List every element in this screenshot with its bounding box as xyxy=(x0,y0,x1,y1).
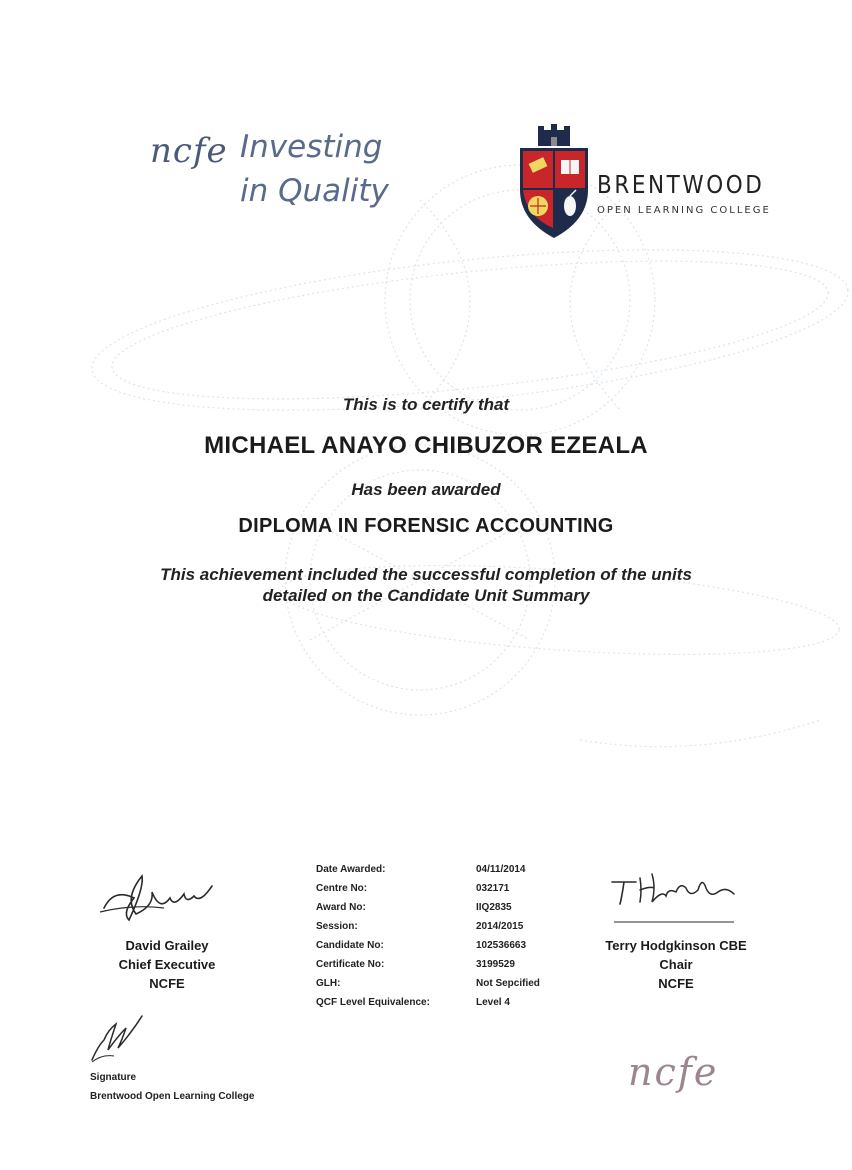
college-signature-block xyxy=(90,1068,254,1106)
awarded-statement: Has been awarded xyxy=(351,480,501,499)
signatory-left-title: Chief Executive xyxy=(118,957,216,972)
achievement-line-1: This achievement included the successful completion of the units xyxy=(160,565,692,584)
details-label: Date Awarded: xyxy=(316,864,386,875)
details-row xyxy=(316,918,576,937)
signatory-right-title: Chair xyxy=(659,957,693,972)
details-row xyxy=(316,956,576,975)
ncfe-logo-mark: ncfe xyxy=(150,131,228,171)
details-value: IIQ2835 xyxy=(476,902,512,913)
details-value: Not Sepcified xyxy=(476,978,540,989)
details-row xyxy=(316,861,576,880)
handwritten-signature-right xyxy=(606,868,746,926)
signatory-right-name: Terry Hodgkinson CBE xyxy=(605,938,747,953)
signatory-right-org: NCFE xyxy=(658,976,694,991)
recipient-name: MICHAEL ANAYO CHIBUZOR EZEALA xyxy=(204,432,648,459)
college-subtitle: OPEN LEARNING COLLEGE xyxy=(597,205,771,216)
details-label: Certificate No: xyxy=(316,959,385,970)
college-name: BRENTWOOD xyxy=(597,170,765,199)
details-value: 2014/2015 xyxy=(476,921,524,932)
college-signature-label: Signature xyxy=(90,1072,137,1083)
details-row xyxy=(316,937,576,956)
certificate-details xyxy=(316,861,576,1013)
details-value: Level 4 xyxy=(476,997,510,1008)
handwritten-signature-college xyxy=(88,1010,148,1066)
college-signature-org: Brentwood Open Learning College xyxy=(90,1091,255,1102)
signatory-right xyxy=(590,936,762,993)
ncfe-stamp-logo: ncfe xyxy=(628,1050,719,1094)
signatory-left-org: NCFE xyxy=(149,976,185,991)
details-label: Award No: xyxy=(316,902,366,913)
qualification-title: DIPLOMA IN FORENSIC ACCOUNTING xyxy=(238,515,614,537)
details-row xyxy=(316,899,576,918)
college-crest-icon xyxy=(516,124,592,240)
details-label: Centre No: xyxy=(316,883,368,894)
details-value: 032171 xyxy=(476,883,510,894)
details-row xyxy=(316,994,576,1013)
details-value: 3199529 xyxy=(476,959,515,970)
certify-statement: This is to certify that xyxy=(342,395,510,414)
handwritten-signature-left xyxy=(94,868,224,930)
details-row xyxy=(316,975,576,994)
details-label: Candidate No: xyxy=(316,940,384,951)
details-value: 102536663 xyxy=(476,940,527,951)
achievement-line-2: detailed on the Candidate Unit Summary xyxy=(262,586,590,605)
signatory-left-name: David Grailey xyxy=(125,938,209,953)
signatory-left xyxy=(97,936,237,993)
details-label: Session: xyxy=(316,921,358,932)
achievement-statement xyxy=(0,564,852,606)
details-label: QCF Level Equivalence: xyxy=(316,997,430,1008)
details-value: 04/11/2014 xyxy=(476,864,526,875)
ncfe-tagline-line1: Investing xyxy=(240,129,383,165)
ncfe-tagline-line2: in Quality xyxy=(240,173,389,209)
details-label: GLH: xyxy=(316,978,341,989)
details-row xyxy=(316,880,576,899)
